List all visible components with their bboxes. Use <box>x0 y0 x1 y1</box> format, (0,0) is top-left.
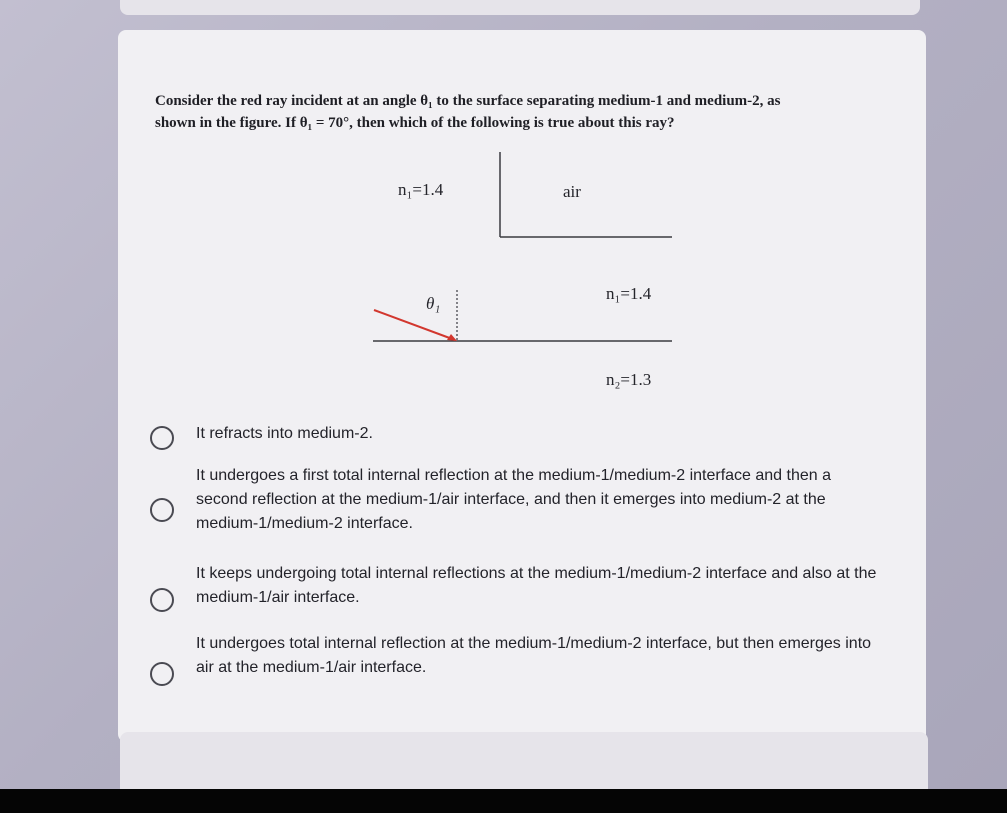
option-1-text: It refracts into medium-2. <box>196 425 373 442</box>
radio-button-option-4[interactable] <box>150 662 174 686</box>
option-2-text: It undergoes a first total internal reflection at the medium-1/medium-2 interface and then a second reflection at the medium-1/air interface, and then it emerges into medium-2 at the medium-1/medium-2 interface. <box>196 467 832 532</box>
question-line-1: Consider the red ray incident at an angle θ₁ to the surface separating medium-1 and medium-2, as <box>155 93 781 109</box>
label-n1-top: n₁=1.4 <box>398 180 444 199</box>
optics-figure <box>360 150 700 400</box>
question-text <box>155 90 895 134</box>
label-n2: n₂=1.3 <box>606 370 652 389</box>
previous-card <box>120 0 920 15</box>
option-1[interactable] <box>150 422 910 452</box>
option-2[interactable] <box>150 464 910 544</box>
radio-button-option-2[interactable] <box>150 498 174 522</box>
option-4[interactable] <box>150 632 910 688</box>
radio-button-option-1[interactable] <box>150 426 174 450</box>
option-3[interactable] <box>150 562 910 618</box>
option-4-text: It undergoes total internal reflection at the medium-1/medium-2 interface, but then emerges into air at the medium-1/air interface. <box>196 635 872 676</box>
red-ray <box>374 310 455 340</box>
radio-button-option-3[interactable] <box>150 588 174 612</box>
label-n1-right: n₁=1.4 <box>606 284 652 303</box>
label-air: air <box>563 182 581 201</box>
option-3-text: It keeps undergoing total internal reflections at the medium-1/medium-2 interface and also at the medium-1/air interface. <box>196 565 877 606</box>
question-line-2: shown in the figure. If θ₁ = 70°, then which of the following is true about this ray? <box>155 115 675 131</box>
screen-bottom-bezel <box>0 789 1007 813</box>
label-theta: θ₁ <box>426 294 441 313</box>
